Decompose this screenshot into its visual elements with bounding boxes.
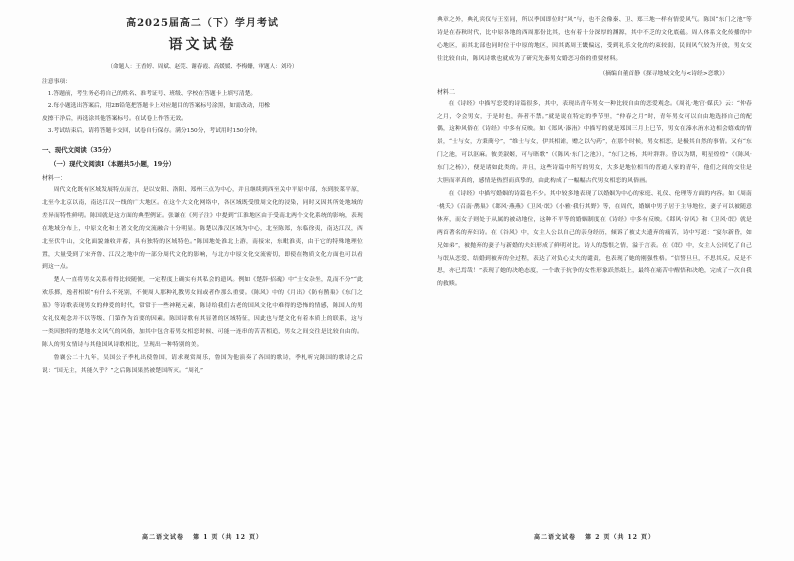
subsection-heading: （一）现代文阅读Ⅰ（本题共5小题，19分） [50,160,175,169]
page-footer [0,532,397,541]
page-footer [397,532,794,541]
body-paragraph: 鲁襄公二十九年，吴国公子季札出使鲁国，请求观赏周乐，鲁国为他演奏了各国的歌诗，季札听完陈国的歌诗之后说：“国无主，其能久乎？”之后陈国果然被楚国所灭。“周礼” [42,354,363,374]
notice-item: 2.每小题选出答案后，用2B铅笔把答题卡上对应题目的答案标号涂黑，如需改动，用橡 [47,103,270,110]
section-heading: 一、现代文阅读（35分） [42,146,115,155]
footer-page: 第 1 页（共 12 页） [193,534,263,541]
paper-title: 语文试卷 [168,37,237,53]
page-right [397,0,794,561]
footer-page: 第 2 页（共 12 页） [585,534,655,541]
material-label: 材料一： [42,175,67,183]
notice-heading: 注意事项： [42,79,71,85]
body-paragraph: 在《诗经》中描写婚姻的诗篇也不少。其中较多地表现了以婚姻为中心的家庭、礼仪、伦理等方面的内容。如《周南·桃夭》《召南·鹊巢》《邶风·燕燕》《卫风·氓》《小雅·我行其野》等，在周代，婚姻中男子居于主导地位，妻子可以被随意休弃，而女子则处于从属的被动地位，这种不平等的婚姻制度在《诗经》中多有反映。《邶风·谷风》和《卫风·氓》就是两首著名的弃妇诗。在《谷风》中，女主人公以自己的亲身经历，倾诉了被丈夫遗弃的痛苦，诗中写道：“宴尔新昏，如兄如弟”，被抛弃的妻子与新婚的夫妇形成了鲜明对比。诗人的怨恨之情，溢于言表。在《氓》中，女主人公回忆了自己与氓从恋爱、结婚到被弃的全过程，表达了对负心丈夫的谴责，也表现了她的刚强性格。“信誓旦旦，不思其反。反是不思，亦已焉哉！”表现了她的决绝态度，一个敢于抗争的女性形象跃然纸上，最终在痛苦中醒悟和决绝，完成了一次自我的救赎。 [437,190,752,288]
source-citation: （摘编自董首静《探寻地域文化与<诗经>恋歌》） [599,70,728,77]
body-paragraph: 典章之外，典礼宾仪与王室同，所以季国即位时“风”与，也不会像秦、卫、郑三地一样有情爱风气。陈国“东门之池”等诗是在春秋时代，比中原各地的西周那份比其，也有着十分深厚的渊源，其中不乏的文化底蕴。周人体系文化传播的中心地区，而其北部也同时位于中原的地区，因其离周王畿偏远，受到礼乐文化的约束较弱，民间风气较为开放，男女交往比较自由，陈风诗歌也就成为了研究先秦男女婚恋习俗的重要材料。 [437,17,752,62]
body-paragraph: 在《诗经》中描写恋爱的诗篇很多，其中，表现出青年男女一种比较自由的恋爱观念。《周礼·地官·媒氏》云：“仲春之月，令会男女，于是时也，奔者不禁。”就是说在特定的季节里，“仲春之月”时，青年男女可以自由地选择自己的配偶，这种风俗在《诗经》中多有反映。如《郑风·溱洧》中描写的就是郑国三月上巳节，男女在溱水洧水边相会嬉戏的情景，“士与女，方秉蕳兮”，“维士与女，伊其相谑，赠之以勺药”，在那个时候，男女相恋，是极其自然的事情。又有“东门之池，可以沤麻。彼美淑姬，可与晤歌”（《陈风·东门之池》），“东门之杨，其叶牂牂。昏以为期，明星煌煌”（《陈风·东门之杨》），便是诸如此类的。并且，这些诗篇中所写的男女，大多是地位相当的普通人家的青年，他们之间的交往是大胆而率真的，感情是热烈而真挚的，由此构成了一幅幅古代男女相恋的风俗画。 [437,100,752,185]
footer-subject: 高二语文试卷 [534,534,577,541]
material-label: 材料二 [437,88,456,96]
notice-item: 皮擦干净后，再选涂其他答案标号。在试卷上作答无效。 [42,115,187,122]
body-paragraph: 周代文化既有区域发展特点而言，是以安阳、洛阳、郑州三点为中心，并且继续到西至关中平原中部，东到胶莱平原，北至今北京以南，南达江汉一线的广大地区。在这个大文化网络中，各区域既受殷周文化的浸染，同时又因其所处地域的差异而特性鲜明。陈国就是这方面的典型例证。张谦在《列子注》中提到“江淮地区由于受南北两个文化系统的影响，表现在地域分布上，中原文化和土著文化的交流融合十分明显。陈楚以淮汉区域为中心，北至陈郑，东临徐夷，南达江汉，西北至伏牛山，文化面貌兼收并蓄，具有独特的区域特色。”陈国地处淮北上游，南接宋，东毗淮夷，由于它的特殊地理位置，大量受到了宋齐鲁、江汉之地中的一部分周代文化的影响，与北方中原文化交流密切，即使在物质文化方面也可以看到这一点。 [42,187,363,271]
notice-item: 3.考试结束后，请将答题卡交回，试卷自行保存。满分150分，考试用时150分钟。 [47,127,261,134]
footer-subject: 高二语文试卷 [142,534,185,541]
body-paragraph: 楚人一直将男女关系看得比较随便，一定程度上确实有其私会的遗风。例如《楚辞·招魂》中“士女杂坐，乱而不分”“此欢乐掷，逸者相娱”有什么不死别，不便周人那种礼教男女间或者作那么重要。《陈风》中的《月出》《防有鹊巢》《东门之墓》等诗歌表现男女的伸爱的时代，常常于一些神秘元素，陈诗给我们古老的国风文化中难得的恐怖的情感，陈国人的男女礼仪观念并不以等级、门第作为首要的因素。陈国诗歌有其显著的区域特征，因此也与楚文化有着本质上的联系，这与一类因独特的楚地水文风气的风俗，加其中包含着男女相恋时候、可能一连串的苦苦相追，男女之间交往是比较自由的。陈人的男女情诗与其他国风诗歌相比，呈现出一种特别的美。 [42,277,363,348]
notice-item: 1.答题前，考生务必将自己的姓名、准考证号、班级、学校在答题卡上填写清楚。 [47,91,257,98]
exam-title: 高2025届高二（下）学月考试 [126,18,279,29]
committee-line: （命题人：王香婷、周斌、赵莞、谢春霞、高媛媛、李梅姗，审题人：刘玲） [107,64,298,70]
